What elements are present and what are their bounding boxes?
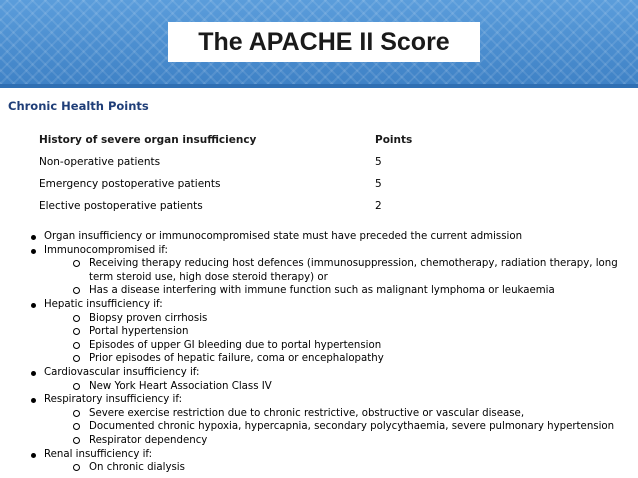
section-heading: Chronic Health Points xyxy=(8,99,149,113)
list-item-text: Hepatic insufficiency if: xyxy=(44,298,163,310)
table-cell-points: 2 xyxy=(375,200,382,212)
circle-bullet-icon xyxy=(73,464,80,471)
column-header-history: History of severe organ insufficiency xyxy=(39,134,257,146)
circle-bullet-icon xyxy=(73,383,80,390)
sub-list-item xyxy=(0,420,629,434)
circle-bullet-icon xyxy=(73,423,80,430)
sub-list-item-text: Prior episodes of hepatic failure, coma or encephalopathy xyxy=(89,353,384,365)
bullet-icon xyxy=(31,398,36,403)
list-item xyxy=(0,244,624,258)
list-item-text: Renal insufficiency if: xyxy=(44,448,153,460)
bullet-icon xyxy=(31,249,36,254)
sub-list-item xyxy=(0,284,629,298)
circle-bullet-icon xyxy=(73,287,80,294)
sub-list-item xyxy=(0,325,629,339)
bullet-icon xyxy=(31,371,36,376)
sub-list-item xyxy=(0,352,629,366)
list-item-text: Cardiovascular insufficiency if: xyxy=(44,366,200,378)
list-item-text: Respiratory insufficiency if: xyxy=(44,394,183,406)
sub-list-item-text: Receiving therapy reducing host defences (immunosuppression, chemotherapy, radiation therapy, long term steroid use, high dose steroid therapy) or xyxy=(89,258,618,283)
list-item-text: Organ insufficiency or immunocompromised state must have preceded the current admission xyxy=(44,231,523,242)
circle-bullet-icon xyxy=(73,328,80,335)
list-item xyxy=(0,366,624,380)
sub-list-item-text: New York Heart Association Class IV xyxy=(89,380,272,392)
table-cell-points: 5 xyxy=(375,178,382,190)
chronic-health-points-table xyxy=(39,131,439,219)
sub-list-item xyxy=(0,434,629,448)
sub-list-item-text: On chronic dialysis xyxy=(89,462,185,474)
sub-list-item-text: Has a disease interfering with immune function such as malignant lymphoma or leukaemia xyxy=(89,285,555,297)
sub-list-item-text: Documented chronic hypoxia, hypercapnia, secondary polycythaemia, severe pulmonary hypertension xyxy=(89,421,615,433)
table-row xyxy=(39,153,439,175)
criteria-list xyxy=(0,230,638,475)
table-cell-points: 5 xyxy=(375,156,382,168)
title-box xyxy=(168,22,480,62)
bullet-icon xyxy=(31,303,36,308)
table-row xyxy=(39,197,439,219)
sub-list-item xyxy=(0,257,629,284)
sub-list-item-text: Respirator dependency xyxy=(89,434,208,446)
sub-list-item xyxy=(0,380,629,394)
list-item xyxy=(0,448,624,462)
sub-list-item xyxy=(0,312,629,326)
sub-list-item-text: Biopsy proven cirrhosis xyxy=(89,312,208,324)
slide-title: The APACHE II Score xyxy=(198,27,450,56)
header-divider xyxy=(0,84,638,88)
circle-bullet-icon xyxy=(73,437,80,444)
circle-bullet-icon xyxy=(73,410,80,417)
table-row xyxy=(39,175,439,197)
sub-list-item xyxy=(0,461,629,475)
circle-bullet-icon xyxy=(73,260,80,267)
list-item xyxy=(0,393,624,407)
list-item xyxy=(0,230,624,244)
table-header-row xyxy=(39,131,439,153)
list-item xyxy=(0,298,624,312)
list-item-text: Immunocompromised if: xyxy=(44,244,168,256)
bullet-icon xyxy=(31,235,36,240)
table-cell-category: Emergency postoperative patients xyxy=(39,178,221,190)
column-header-points: Points xyxy=(375,134,413,146)
circle-bullet-icon xyxy=(73,355,80,362)
circle-bullet-icon xyxy=(73,315,80,322)
circle-bullet-icon xyxy=(73,342,80,349)
sub-list-item xyxy=(0,339,629,353)
bullet-icon xyxy=(31,453,36,458)
table-cell-category: Elective postoperative patients xyxy=(39,200,203,212)
sub-list-item xyxy=(0,407,629,421)
sub-list-item-text: Portal hypertension xyxy=(89,326,189,338)
sub-list-item-text: Episodes of upper GI bleeding due to portal hypertension xyxy=(89,339,382,351)
table-cell-category: Non-operative patients xyxy=(39,156,161,168)
sub-list-item-text: Severe exercise restriction due to chronic restrictive, obstructive or vascular disease, xyxy=(89,407,525,419)
